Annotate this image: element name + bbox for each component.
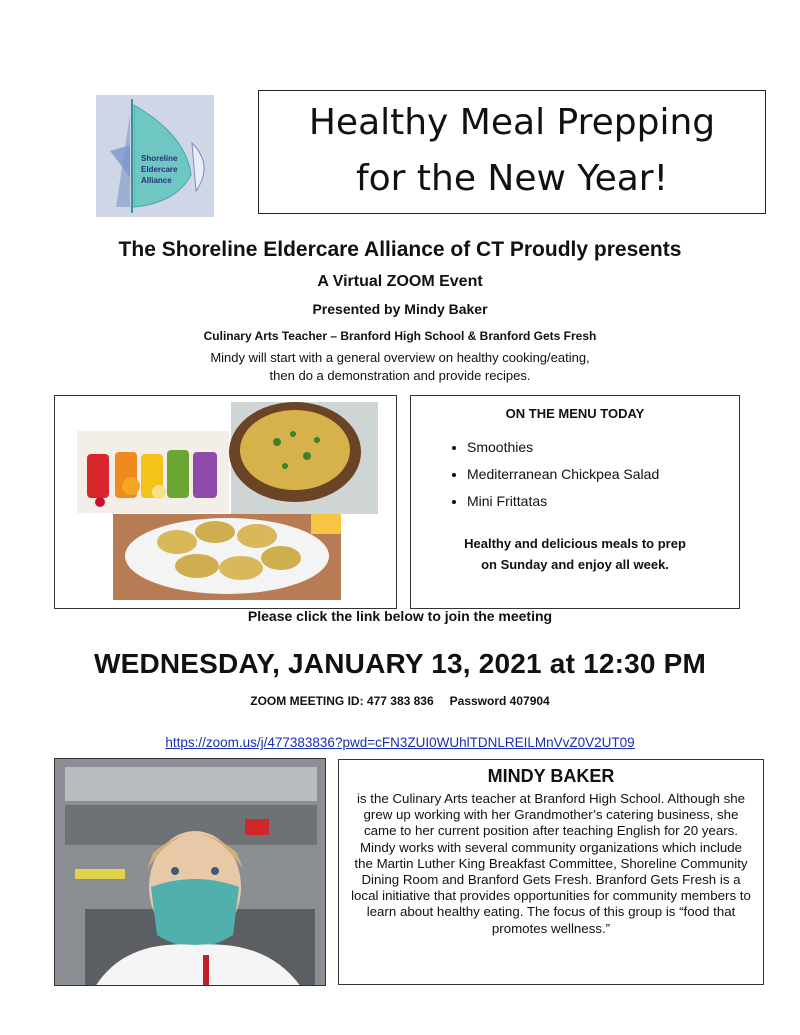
presenter-selfie: [55, 759, 326, 986]
event-subheading: A Virtual ZOOM Event: [317, 273, 483, 290]
chickpea-salad-photo: [229, 402, 378, 514]
logo-line-3: Alliance: [141, 176, 172, 185]
menu-item: • Smoothies: [467, 434, 659, 461]
smoothies-photo: [77, 431, 229, 513]
menu-item: • Mini Frittatas: [467, 488, 659, 515]
zoom-meeting-id: ZOOM MEETING ID: 477 383 836: [250, 694, 434, 708]
tagline-line-2: on Sunday and enjoy all week.: [481, 557, 669, 572]
title-line-1: Healthy Meal Prepping: [308, 102, 716, 143]
menu-list: [439, 434, 659, 515]
bio-text: is the Culinary Arts teacher at Branford High School. Although she grew up working with her Grandmother’s catering business, she came to her current position after teaching English for 20 years. Mindy works with several community organizations which include the Martin Luther King Breakfast Committee, Shoreline Community Dining Room and Branford Gets Fresh. Branford Gets Fresh is a local initiative that provides opportunities for community members to learn about healthy eating. The focus of this group is “food that promotes wellness.”: [351, 791, 751, 936]
alliance-logo: [96, 95, 214, 217]
bio-name: MINDY BAKER: [487, 766, 615, 786]
presenter-line: Presented by Mindy Baker: [312, 301, 488, 317]
logo-text: [141, 153, 177, 186]
event-date-time: WEDNESDAY, JANUARY 13, 2021 at 12:30 PM: [93, 648, 707, 679]
logo-line-1: Shoreline: [141, 154, 178, 163]
food-photo-collage: [54, 395, 397, 609]
food-photos: [55, 396, 397, 609]
zoom-join-link[interactable]: https://zoom.us/j/477383836?pwd=cFN3ZUI0WUhlTDNLREILMnVvZ0V2UT09: [165, 735, 635, 750]
menu-title: ON THE MENU TODAY: [505, 406, 645, 421]
logo-line-2: Eldercare: [141, 165, 178, 174]
join-instruction: Please click the link below to join the meeting: [247, 608, 553, 624]
title-line-2: for the New Year!: [355, 158, 669, 199]
zoom-details: [0, 694, 800, 708]
mini-frittatas-photo: [113, 514, 341, 600]
presenter-role: Culinary Arts Teacher – Branford High School & Branford Gets Fresh: [203, 329, 597, 343]
zoom-password: Password 407904: [449, 694, 550, 708]
menu-item: • Mediterranean Chickpea Salad: [467, 461, 659, 488]
tagline-line-1: Healthy and delicious meals to prep: [464, 536, 686, 551]
presents-heading: The Shoreline Eldercare Alliance of CT Proudly presents: [118, 238, 682, 261]
title-box: [258, 90, 766, 214]
menu-tagline: [411, 533, 739, 575]
description-line-1: Mindy will start with a general overview on healthy cooking/eating,: [210, 350, 590, 365]
bio-box: [338, 759, 764, 985]
presenter-photo: [54, 758, 326, 986]
zoom-link[interactable]: [0, 735, 800, 750]
description-line-2: then do a demonstration and provide recipes.: [269, 368, 531, 383]
menu-box: [410, 395, 740, 609]
event-description: [0, 349, 800, 385]
